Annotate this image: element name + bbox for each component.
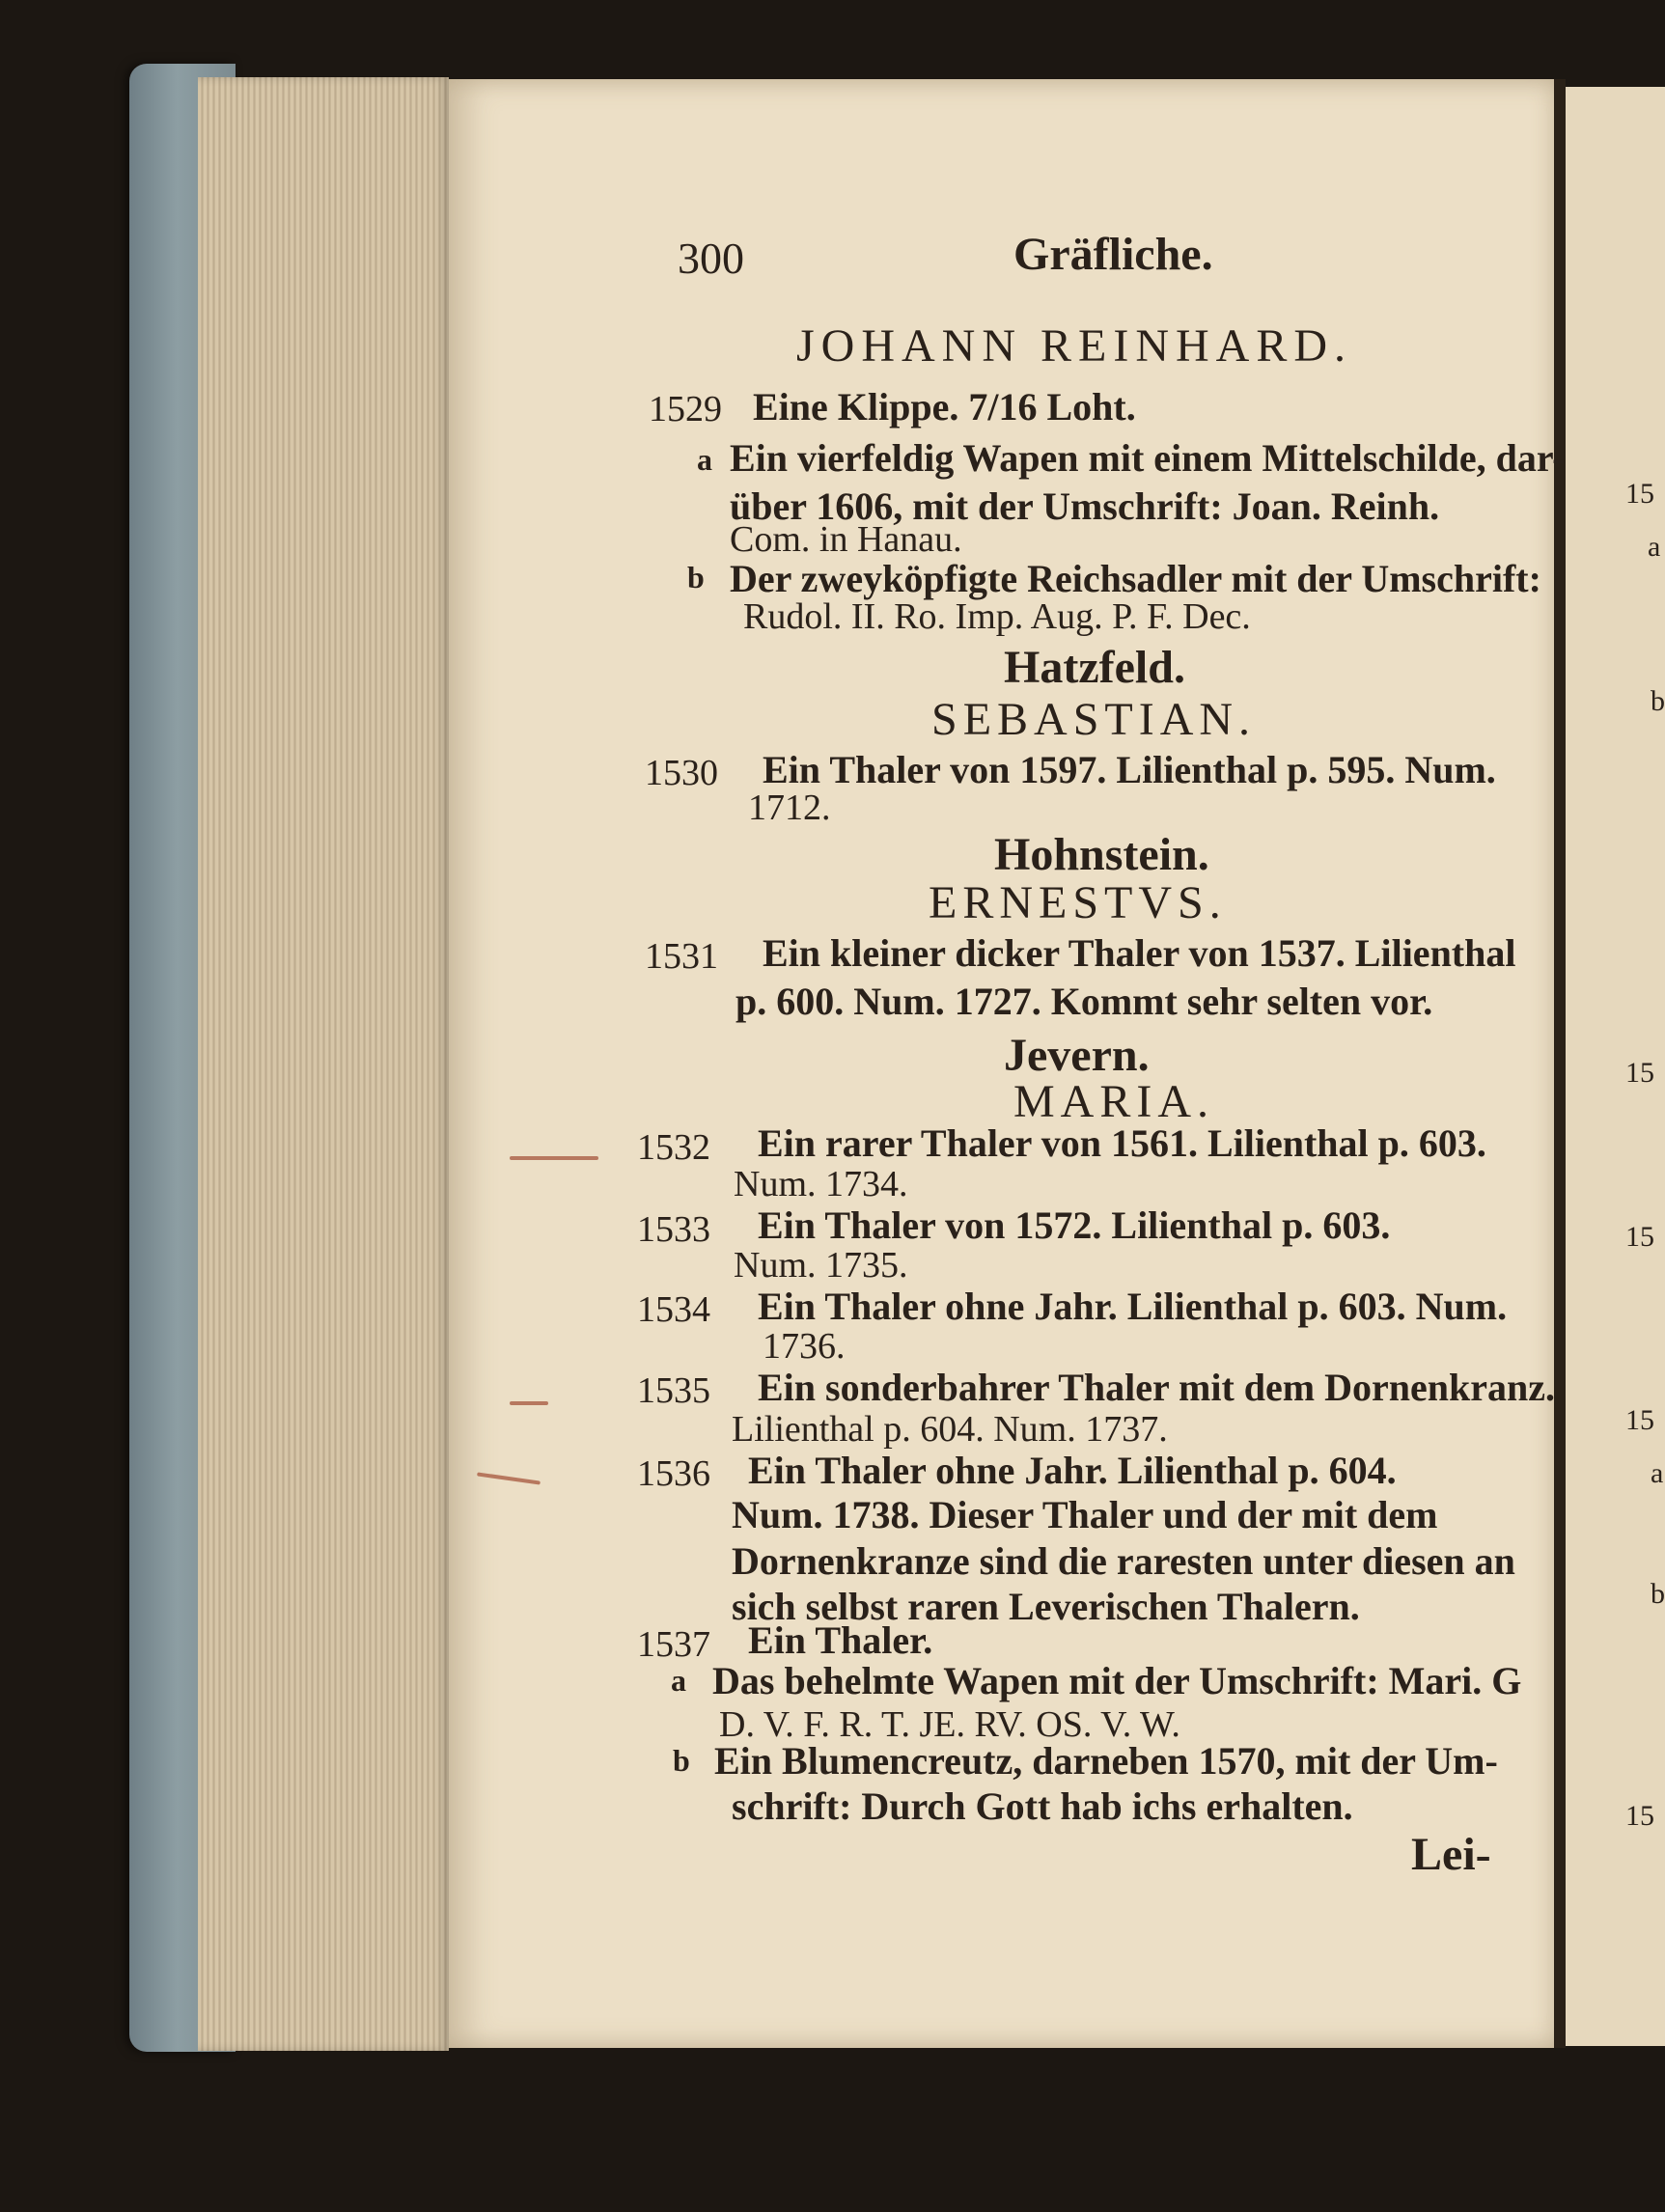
entry-line: p. 600. Num. 1727. Kommt sehr selten vor. [735, 980, 1433, 1023]
entry-number: 1536 [637, 1453, 710, 1494]
section-name: ERNESTVS. [929, 877, 1227, 928]
entry-number: 1533 [637, 1209, 710, 1250]
entry-line: sich selbst raren Leverischen Thalern. [732, 1585, 1360, 1628]
catchword: Lei- [1411, 1829, 1491, 1880]
sub-letter: b [687, 560, 705, 594]
section-name: JOHANN REINHARD. [796, 320, 1352, 372]
entry-line: Dornenkranze sind die raresten unter diesen an [732, 1539, 1515, 1583]
entry-number: 1529 [649, 389, 722, 429]
facing-page-fragment: 15 [1625, 1800, 1654, 1832]
entry-line: Ein vierfeldig Wapen mit einem Mittelschilde, dar- [730, 436, 1566, 480]
entry-line: über 1606, mit der Umschrift: Joan. Reinh. [730, 484, 1440, 528]
entry-line: Rudol. II. Ro. Imp. Aug. P. F. Dec. [743, 596, 1251, 637]
entry-line: Das behelmte Wapen mit der Umschrift: Mari. G [712, 1659, 1522, 1702]
section-name: SEBASTIAN. [931, 694, 1257, 745]
entry-line: Ein rarer Thaler von 1561. Lilienthal p. 603. [758, 1121, 1486, 1165]
entry-number: 1532 [637, 1127, 710, 1168]
entry-line: Com. in Hanau. [730, 519, 962, 560]
entry-number: 1534 [637, 1289, 710, 1330]
entry-number: 1531 [645, 936, 718, 977]
facing-page-fragment: a [1651, 1457, 1664, 1489]
entry-line: Ein sonderbahrer Thaler mit dem Dornenkranz. [758, 1366, 1555, 1409]
facing-page-fragment: b [1651, 1578, 1665, 1610]
facing-page-fragment: b [1651, 685, 1665, 717]
entry-line: Ein Blumencreutz, darneben 1570, mit der Um- [714, 1739, 1498, 1783]
page-edges [198, 77, 449, 2051]
entry-number: 1530 [645, 753, 718, 793]
running-head: Gräfliche. [1013, 229, 1213, 280]
house-heading: Hatzfeld. [1004, 642, 1185, 693]
entry-line: 1736. [763, 1326, 846, 1367]
facing-page-fragment: 15 [1625, 478, 1654, 510]
book-gutter [1554, 79, 1566, 2048]
entry-line: D. V. F. R. T. JE. RV. OS. V. W. [719, 1704, 1180, 1745]
facing-page-fragment: a [1648, 531, 1661, 563]
sub-letter: a [671, 1663, 686, 1698]
entry-line: Lilienthal p. 604. Num. 1737. [732, 1409, 1168, 1450]
entry-line: Ein Thaler ohne Jahr. Lilienthal p. 603. Num. [758, 1285, 1508, 1328]
house-heading: Jevern. [1004, 1030, 1150, 1081]
entry-line: Ein Thaler. [748, 1618, 933, 1662]
entry-line: Ein Thaler von 1597. Lilienthal p. 595. Num. [763, 748, 1496, 791]
entry-line: Eine Klippe. 7/16 Loht. [753, 385, 1136, 429]
facing-page-fragment: 15 [1625, 1404, 1654, 1436]
entry-line: Num. 1734. [734, 1164, 908, 1204]
facing-page-fragment: 15 [1625, 1221, 1654, 1253]
house-heading: Hohnstein. [994, 829, 1209, 880]
margin-mark [510, 1156, 598, 1160]
entry-line: Num. 1735. [734, 1245, 908, 1286]
entry-line: 1712. [748, 788, 831, 828]
sub-letter: b [673, 1743, 690, 1778]
entry-line: Ein Thaler ohne Jahr. Lilienthal p. 604. [748, 1449, 1397, 1492]
facing-page [1566, 87, 1665, 2046]
entry-line: Num. 1738. Dieser Thaler und der mit dem [732, 1493, 1438, 1536]
entry-line: Der zweyköpfigte Reichsadler mit der Umschrift: [730, 557, 1541, 600]
entry-number: 1535 [637, 1370, 710, 1411]
entry-number: 1537 [637, 1624, 710, 1665]
section-name: MARIA. [1013, 1076, 1215, 1127]
entry-line: schrift: Durch Gott hab ichs erhalten. [732, 1784, 1353, 1828]
entry-line: Ein Thaler von 1572. Lilienthal p. 603. [758, 1203, 1391, 1247]
page-number: 300 [678, 234, 744, 283]
entry-line: Ein kleiner dicker Thaler von 1537. Lilienthal [763, 931, 1516, 975]
sub-letter: a [697, 442, 712, 477]
facing-page-fragment: 15 [1625, 1057, 1654, 1089]
margin-mark [510, 1401, 548, 1405]
